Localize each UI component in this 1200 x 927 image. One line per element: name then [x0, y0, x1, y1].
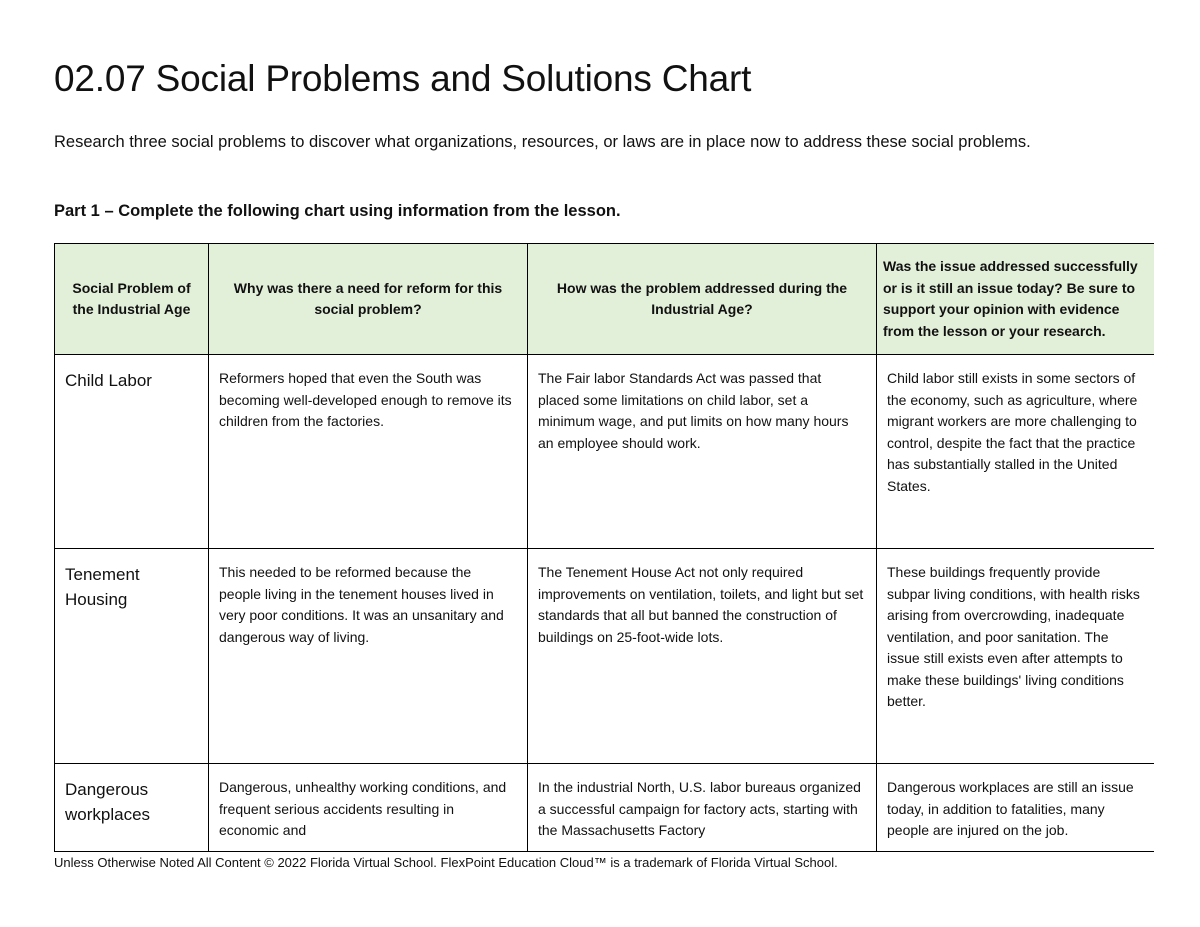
- chart-table-container: [54, 243, 1154, 852]
- header-addressed-successfully: Was the issue addressed successfully or is it still an issue today? Be sure to support your opinion with evidence from the lesson or your research.: [877, 244, 1155, 355]
- table-row: [55, 764, 1155, 853]
- page-title: 02.07 Social Problems and Solutions Chart: [54, 58, 752, 99]
- table-row: [55, 355, 1155, 549]
- intro-paragraph: Research three social problems to discover what organizations, resources, or laws are in place now to address these social problems.: [54, 133, 1031, 151]
- cell-today: These buildings frequently provide subpar living conditions, with health risks arising from overcrowding, inadequate ventilation, and poor sanitation. The issue still exists even after attempts to make these buildings' living conditions better.: [877, 549, 1155, 764]
- copyright-footer: Unless Otherwise Noted All Content © 2022 Florida Virtual School. FlexPoint Education Cloud™ is a trademark of Florida Virtual School.: [54, 855, 838, 870]
- header-social-problem: Social Problem of the Industrial Age: [55, 244, 209, 355]
- cell-today: Child labor still exists in some sectors of the economy, such as agriculture, where migrant workers are more challenging to control, despite the fact that the practice has substantially stalled in the United States.: [877, 355, 1155, 549]
- cell-problem: Child Labor: [55, 355, 209, 549]
- cell-addressed: The Tenement House Act not only required improvements on ventilation, toilets, and light but set standards that all but banned the construction of buildings on 25-foot-wide lots.: [528, 549, 877, 764]
- header-how-addressed: How was the problem addressed during the Industrial Age?: [528, 244, 877, 355]
- cell-problem: Dangerous workplaces: [55, 764, 209, 853]
- cell-need: Dangerous, unhealthy working conditions, and frequent serious accidents resulting in economic and: [209, 764, 528, 853]
- part-heading: Part 1 – Complete the following chart using information from the lesson.: [54, 202, 621, 220]
- social-problems-table: [54, 243, 1154, 852]
- cell-addressed: In the industrial North, U.S. labor bureaus organized a successful campaign for factory acts, starting with the Massachusetts Factory: [528, 764, 877, 853]
- cell-addressed: The Fair labor Standards Act was passed that placed some limitations on child labor, set a minimum wage, and put limits on how many hours an employee should work.: [528, 355, 877, 549]
- header-need-for-reform: Why was there a need for reform for this social problem?: [209, 244, 528, 355]
- cell-today: Dangerous workplaces are still an issue today, in addition to fatalities, many people are injured on the job.: [877, 764, 1155, 853]
- cell-need: This needed to be reformed because the people living in the tenement houses lived in very poor conditions. It was an unsanitary and dangerous way of living.: [209, 549, 528, 764]
- table-row: [55, 549, 1155, 764]
- cell-problem: Tenement Housing: [55, 549, 209, 764]
- cell-need: Reformers hoped that even the South was becoming well-developed enough to remove its children from the factories.: [209, 355, 528, 549]
- table-header-row: [55, 244, 1155, 355]
